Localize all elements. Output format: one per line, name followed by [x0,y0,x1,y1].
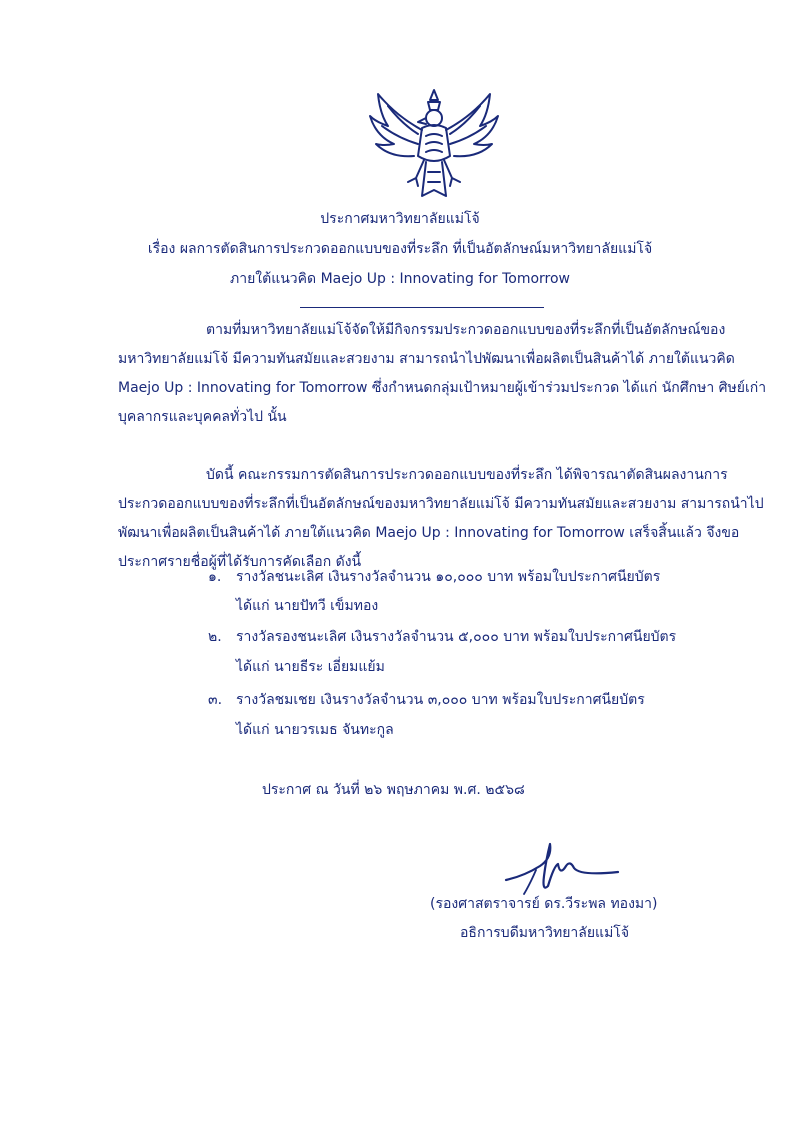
award-number: ๑. [208,569,222,585]
award-winner: ได้แก่ นายปัทวี เข็มทอง [236,598,379,614]
paragraph-line: ตามที่มหาวิทยาลัยแม่โจ้จัดให้มีกิจกรรมประกวดออกแบบของที่ระลึกที่เป็นอัตลักษณ์ของ [206,322,726,338]
paragraph-line: ประกวดออกแบบของที่ระลึกที่เป็นอัตลักษณ์ของมหาวิทยาลัยแม่โจ้ มีความทันสมัยและสวยงาม สามารถนำไป [118,496,764,512]
subject-line: เรื่อง ผลการตัดสินการประกวดออกแบบของที่ระลึก ที่เป็นอัตลักษณ์มหาวิทยาลัยแม่โจ้ [147,241,653,257]
award-winner: ได้แก่ นายวรเมธ จันทะกูล [236,722,394,738]
award-winner: ได้แก่ นายธีระ เอี่ยมแย้ม [236,659,385,675]
announcement-date: ประกาศ ณ วันที่ ๒๖ พฤษภาคม พ.ศ. ๒๕๖๘ [262,782,525,798]
paragraph-line: ประกาศรายชื่อผู้ที่ได้รับการคัดเลือก ดังนี้ [118,554,362,570]
award-prize: รางวัลรองชนะเลิศ เงินรางวัลจำนวน ๕,๐๐๐ บาท พร้อมใบประกาศนียบัตร [236,629,677,645]
award-prize: รางวัลชนะเลิศ เงินรางวัลจำนวน ๑๐,๐๐๐ บาท พร้อมใบประกาศนียบัตร [236,569,661,585]
award-number: ๒. [208,629,222,645]
signatory-name: (รองศาสตราจารย์ ดร.วีระพล ทองมา) [430,896,658,912]
award-prize: รางวัลชมเชย เงินรางวัลจำนวน ๓,๐๐๐ บาท พร้อมใบประกาศนียบัตร [236,692,645,708]
issuer-title: ประกาศมหาวิทยาลัยแม่โจ้ [320,211,480,227]
paragraph-line: บุคลากรและบุคคลทั่วไป นั้น [118,409,287,425]
signatory-title: อธิการบดีมหาวิทยาลัยแม่โจ้ [460,925,630,941]
award-number: ๓. [208,692,223,708]
paragraph-line: บัดนี้ คณะกรรมการตัดสินการประกวดออกแบบของที่ระลึก ได้พิจารณาตัดสินผลงานการ [206,467,728,483]
paragraph-line: Maejo Up : Innovating for Tomorrow ซึ่งกำหนดกลุ่มเป้าหมายผู้เข้าร่วมประกวด ได้แก่ นักศึกษา ศิษย์เก่า [118,380,767,396]
header-divider [300,307,544,308]
paragraph-line: มหาวิทยาลัยแม่โจ้ มีความทันสมัยและสวยงาม สามารถนำไปพัฒนาเพื่อผลิตเป็นสินค้าได้ ภายใต้แนวคิด [118,351,735,367]
paragraph-line: พัฒนาเพื่อผลิตเป็นสินค้าได้ ภายใต้แนวคิด Maejo Up : Innovating for Tomorrow เสร็จสิ้นแล้ว จึงขอ [118,525,740,541]
handwritten-signature-icon [500,836,620,898]
garuda-emblem-icon [366,86,502,204]
concept-line: ภายใต้แนวคิด Maejo Up : Innovating for Tomorrow [229,271,571,287]
